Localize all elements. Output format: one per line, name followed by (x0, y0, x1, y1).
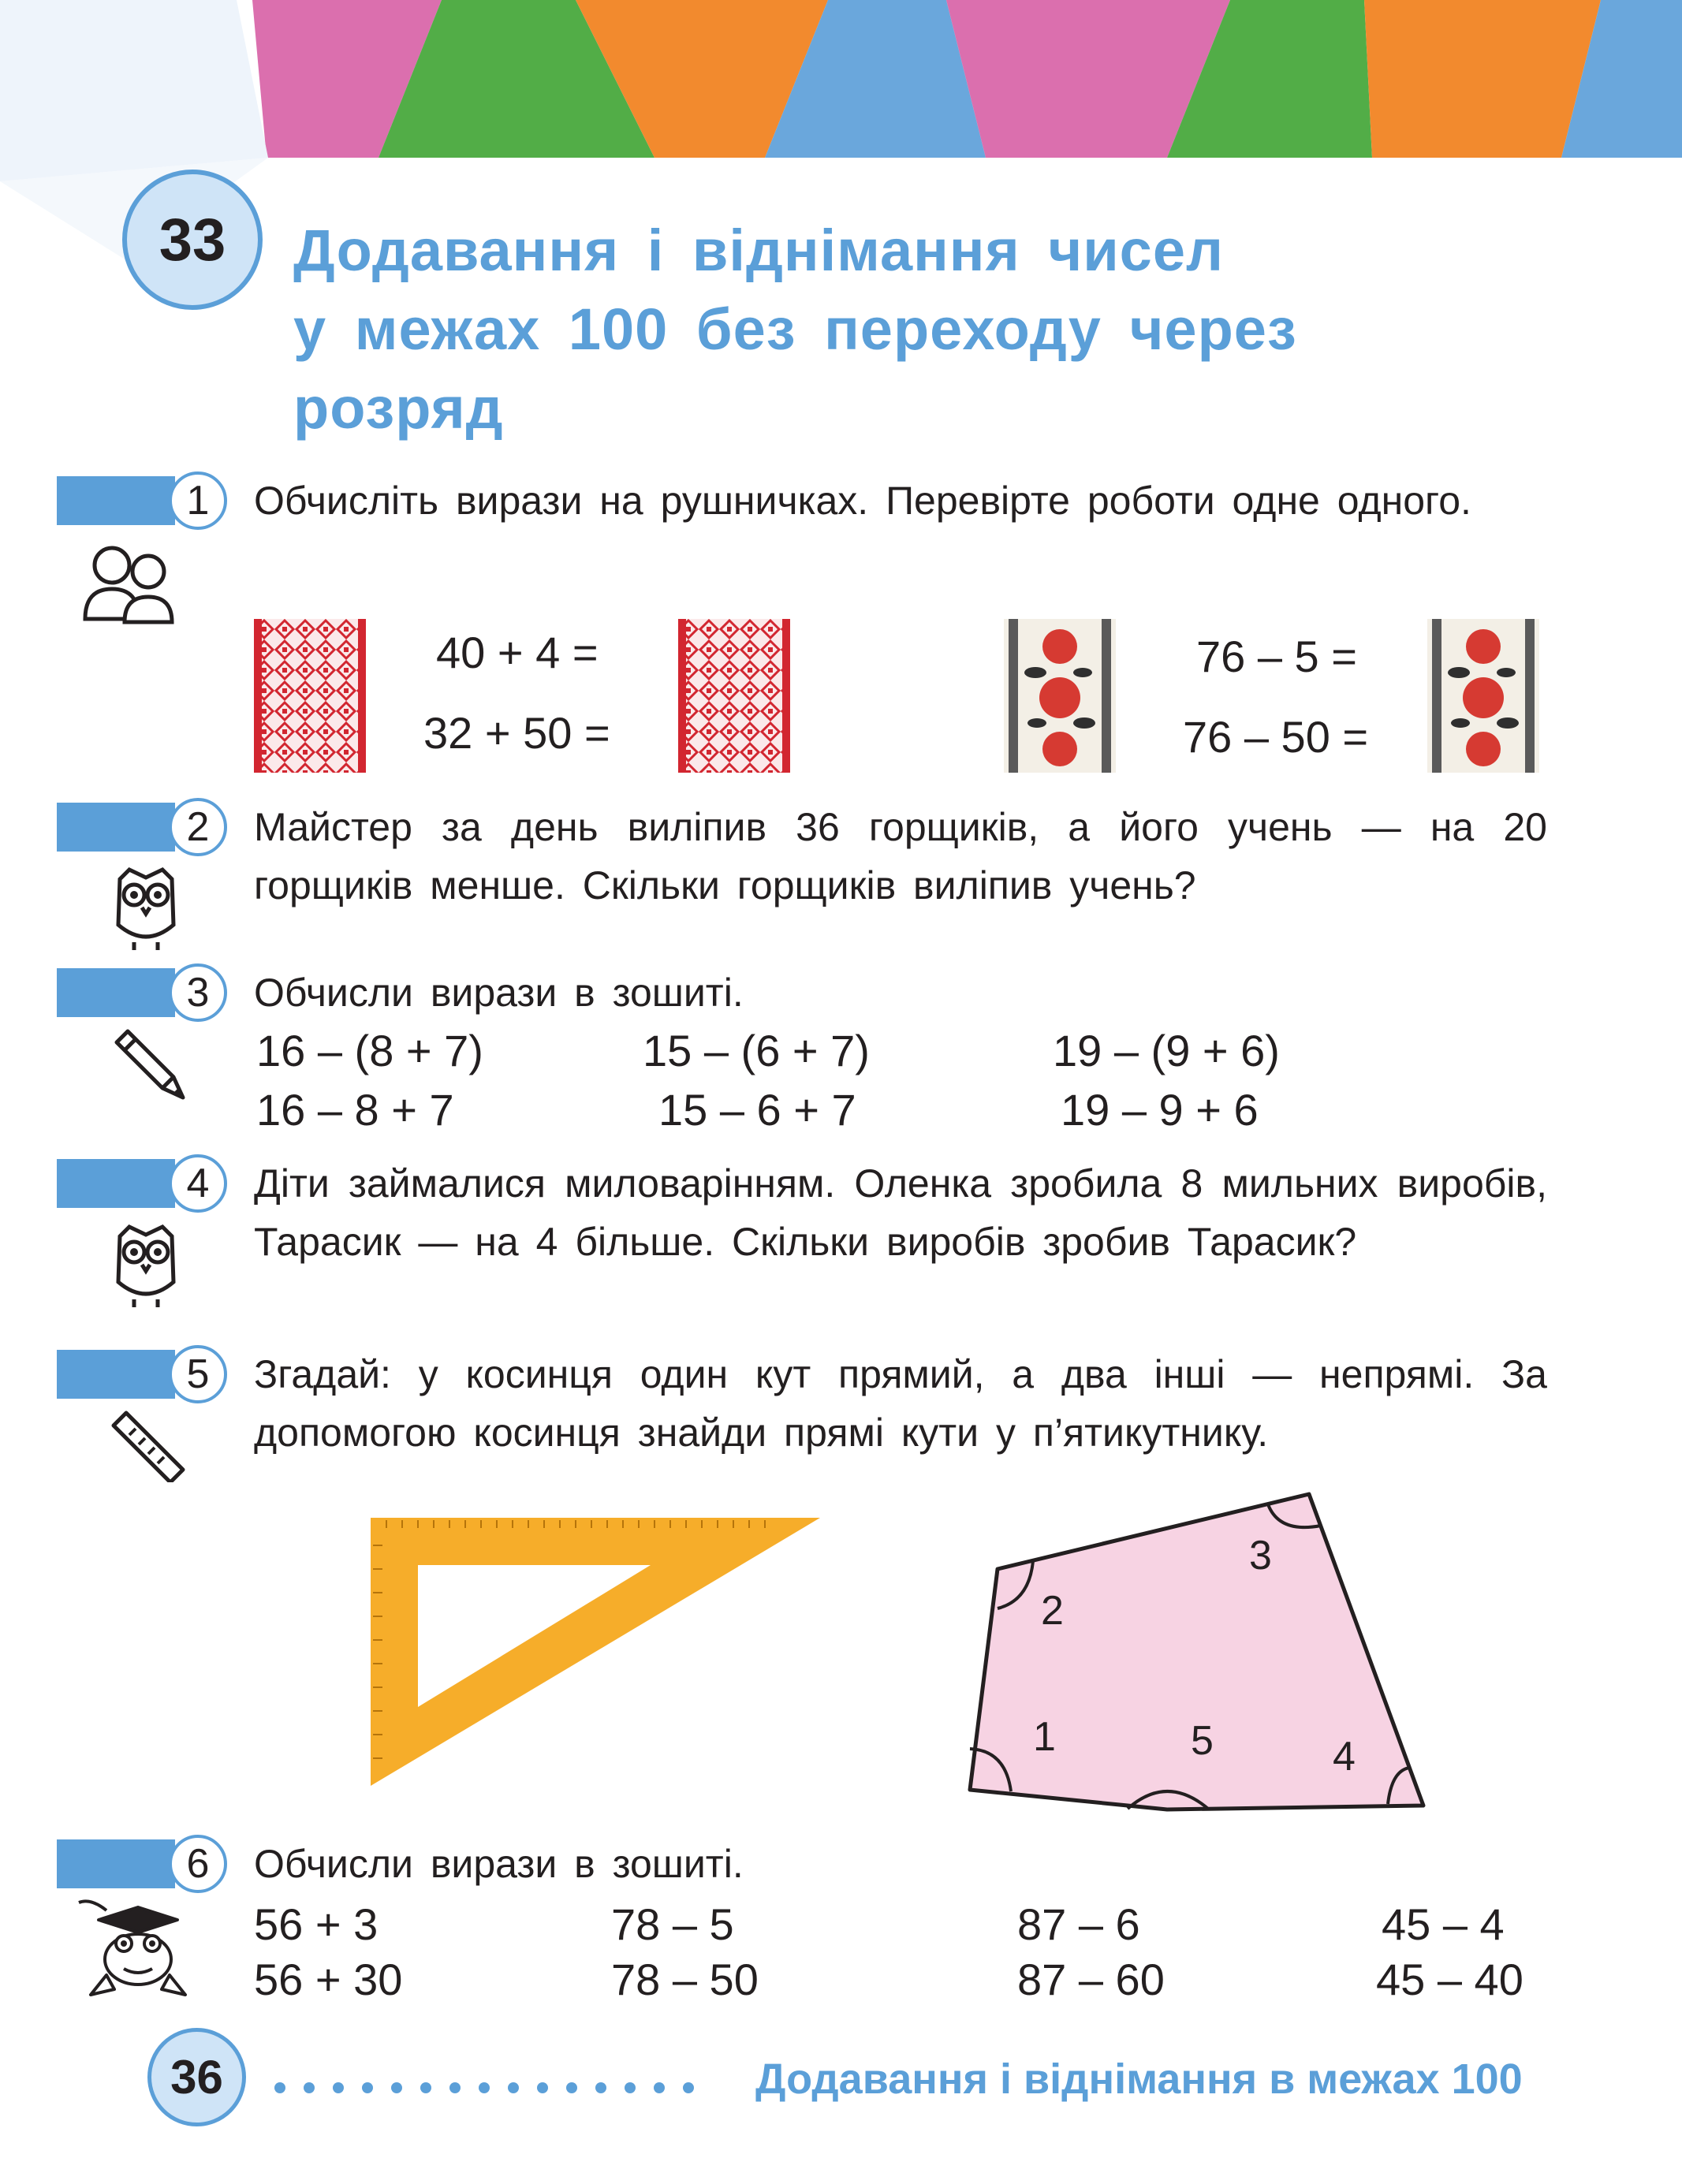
towel-expression: 76 – 50 = (1183, 712, 1369, 762)
pair-work-icon (79, 540, 181, 627)
embroidered-towel-right (678, 619, 790, 773)
task-number: 2 (169, 798, 227, 856)
embroidered-towel-left (254, 619, 366, 773)
expression: 56 + 3 (254, 1899, 379, 1949)
task-marker-bar (57, 1839, 175, 1888)
task-marker-bar (57, 1159, 175, 1208)
task-text: Обчисліть вирази на рушничках. Перевірте роботи одне одного. (254, 479, 1471, 523)
expression: 45 – 40 (1376, 1955, 1523, 2004)
angle-label: 2 (1041, 1588, 1064, 1634)
task-text: Обчисли вирази в зошиті. (254, 1842, 744, 1886)
angle-label: 1 (1033, 1714, 1056, 1760)
task-number: 4 (169, 1154, 227, 1213)
task-marker-bar (57, 476, 175, 525)
expression: 15 – (6 + 7) (643, 1026, 870, 1075)
expression: 15 – 6 + 7 (658, 1085, 856, 1135)
task-marker-bar (57, 1350, 175, 1399)
ruler-icon (109, 1403, 188, 1482)
task-text: Обчисли вирази в зошиті. (254, 971, 744, 1015)
angle-label: 5 (1191, 1718, 1214, 1764)
task-number: 5 (169, 1345, 227, 1403)
frog-graduate-icon (75, 1896, 193, 2003)
angle-label: 3 (1249, 1533, 1272, 1578)
lesson-title-line: розряд (293, 375, 504, 441)
task-marker-bar (57, 803, 175, 852)
expression: 45 – 4 (1382, 1899, 1505, 1949)
expression: 87 – 6 (1017, 1899, 1140, 1949)
task-number: 6 (169, 1835, 227, 1893)
lesson-number-badge: 33 (122, 170, 263, 310)
towel-expression: 76 – 5 = (1196, 632, 1357, 681)
expression: 56 + 30 (254, 1955, 403, 2004)
expression: 87 – 60 (1017, 1955, 1165, 2004)
lesson-title (293, 211, 1437, 448)
task-number: 1 (169, 471, 227, 530)
expression: 19 – 9 + 6 (1061, 1085, 1259, 1135)
pentagon-figure (962, 1482, 1451, 1829)
towel-expression: 32 + 50 = (423, 708, 610, 758)
pencil-icon (110, 1025, 189, 1104)
task-text: Згадай: у косинця один кут прямий, а два інші — непрямі. За допомогою косинця знайди прямі кути у п’ятикутнику. (254, 1352, 1547, 1455)
expression: 78 – 5 (611, 1899, 734, 1949)
owl-icon (110, 863, 181, 952)
rose-towel-left (1004, 619, 1116, 773)
task-text: Майстер за день виліпив 36 горщиків, а його учень — на 20 горщиків менше. Скільки горщиків виліпив учень? (254, 805, 1547, 908)
expression: 16 – (8 + 7) (256, 1026, 483, 1075)
rose-towel-right (1427, 619, 1539, 773)
lesson-title-line: Додавання і віднімання чисел (293, 218, 1224, 283)
task-marker-bar (57, 968, 175, 1017)
lesson-title-line: у межах 100 без переходу через (293, 296, 1297, 362)
section-title: Додавання і віднімання в межах 100 (755, 2055, 1523, 2103)
expression: 78 – 50 (611, 1955, 759, 2004)
set-square (367, 1514, 824, 1790)
dotted-leader (272, 2078, 722, 2097)
angle-label: 4 (1333, 1734, 1356, 1780)
expression: 16 – 8 + 7 (256, 1085, 454, 1135)
expression: 19 – (9 + 6) (1053, 1026, 1280, 1075)
page-number-badge: 36 (147, 2028, 246, 2126)
towel-expression: 40 + 4 = (436, 628, 599, 677)
task-number: 3 (169, 963, 227, 1022)
task-text: Діти займалися миловарінням. Оленка зробила 8 мильних виробів, Тарасик — на 4 більше. Скільки виробів зробив Тарасик? (254, 1161, 1547, 1264)
owl-icon (110, 1221, 181, 1309)
